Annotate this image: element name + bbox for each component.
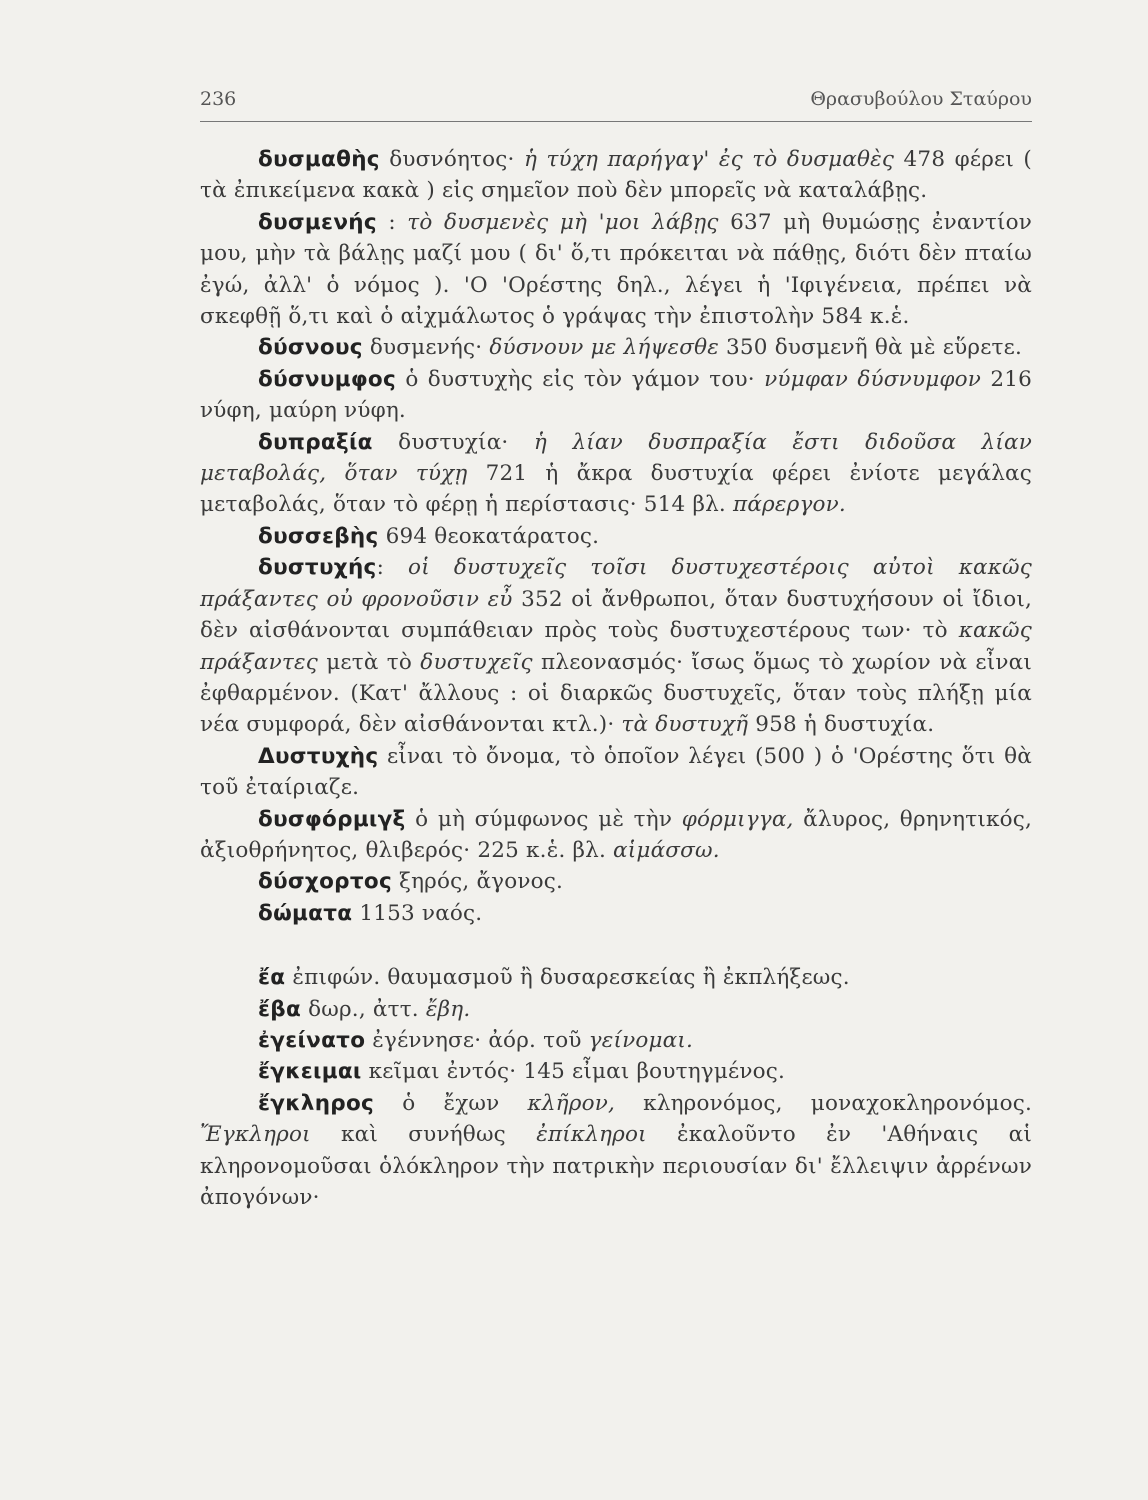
entry-text: κληρονόμος, μοναχοκληρονόμος. (615, 1090, 1032, 1116)
glossary-entry (200, 866, 1032, 897)
entry-quote: κακῶς πράξαντες (200, 618, 1032, 675)
entry-quote: ἡ τύχη παρήγαγ' ἐς τὸ δυσμαθὲς (523, 147, 895, 172)
entry-headword: δύσνους (258, 335, 363, 361)
entry-text: 958 ἡ δυστυχία. (748, 712, 935, 738)
entry-text: ὁ ἔχων (374, 1090, 528, 1116)
entry-text: 637 μὴ θυμώσῃς ἐναντίον μου, μὴν τὰ βάλῃς μαζί μου ( δι' ὅ,τι πρόκειται νὰ πάθῃς, διότι δὲν πταίω ἐγώ, ἀλλ' ὁ νόμος ). 'Ο 'Ορέστης δηλ., λέγει ἡ 'Ιφιγένεια, πρέπει νὰ σκεφθῇ ὅ,τι καὶ ὁ αἰχμάλωτος ὁ γράψας τὴν ἐπιστολὴν 584 κ.ἑ. (200, 209, 1032, 330)
entry-text: δυστυχία· (372, 429, 534, 455)
entry-text: μετὰ τὸ (318, 649, 421, 675)
entry-headword: ἔγκειμαι (258, 1059, 362, 1085)
entry-text: 352 οἱ ἄνθρωποι, ὅταν δυστυχήσουν οἱ ἴδιοι, δὲν αἰσθάνονται συμπάθειαν πρὸς τοὺς δυστυχεστέρους των· τὸ (200, 586, 1033, 644)
entry-text: 1153 ναός. (352, 900, 483, 926)
glossary-entry (200, 521, 1032, 552)
running-title: Θρασυβούλου Σταύρου (810, 88, 1032, 110)
entry-quote: ἡ λίαν δυσπραξία ἔστι διδοῦσα λίαν μεταβολάς, ὅταν τύχῃ (200, 429, 1032, 487)
glossary-entry (200, 364, 1032, 427)
entry-headword: δύσχορτος (258, 869, 392, 895)
entry-text: δωρ., ἀττ. (301, 996, 426, 1022)
glossary-entry (200, 994, 1032, 1025)
entry-text: 478 φέρει ( τὰ ἐπικείμενα κακὰ ) εἰς σημεῖον ποὺ δὲν μπορεῖς νὰ καταλάβῃς. (200, 147, 1032, 204)
entry-quote: κλῆρον, (527, 1090, 616, 1116)
entry-text: ὁ μὴ σύμφωνος μὲ τὴν (405, 806, 682, 832)
entry-text: ξηρός, ἄγονος. (392, 869, 564, 895)
glossary-entry (200, 962, 1032, 993)
entry-quote: πάρεργον. (733, 492, 846, 518)
entry-text: πλεονασμός· ἴσως ὅμως τὸ χωρίον νὰ εἶναι ἐφθαρμένον. (Κατ' ἄλλους : οἱ διαρκῶς δυστυχεῖς, ὅταν τοὺς πλήξῃ μία νέα συμφορά, δὲν αἰσθάνονται κτλ.)· (200, 649, 1033, 738)
page-number: 236 (200, 88, 237, 110)
glossary-entry (200, 741, 1032, 804)
entry-quote: δύσνουν με λήψεσθε (489, 335, 720, 361)
glossary-entry (200, 552, 1032, 740)
entry-text: δυσνόητος· (379, 147, 524, 172)
glossary-entry (200, 332, 1032, 363)
glossary-content (200, 144, 1032, 1213)
glossary-entry (200, 1025, 1032, 1056)
entry-headword: δώματα (258, 900, 353, 926)
glossary-entry (200, 144, 1032, 207)
entry-text: κεῖμαι ἐντός· 145 εἶμαι βουτηγμένος. (361, 1059, 786, 1085)
entry-headword: δυσφόρμιγξ (258, 806, 406, 832)
entry-quote: τὸ δυσμενὲς μὴ 'μοι λάβῃς (407, 209, 719, 235)
entry-headword: δυσσεβὴς (258, 523, 379, 549)
entry-headword: ἐγείνατο (258, 1027, 366, 1053)
glossary-entry (200, 427, 1032, 521)
entry-text: ἐπιφών. θαυμασμοῦ ἢ δυσαρεσκείας ἢ ἐκπλήξεως. (285, 965, 850, 991)
entry-text: 216 νύφη, μαύρη νύφη. (200, 366, 1032, 424)
entry-quote: φόρμιγγα, (681, 806, 794, 832)
entry-text: 350 δυσμενῆ θὰ μὲ εὕρετε. (719, 335, 1023, 361)
entry-quote: αἱμάσσω. (613, 837, 720, 863)
section-gap (200, 929, 1032, 962)
entry-text: 721 ἡ ἄκρα δυστυχία φέρει ἐνίοτε μεγάλας μεταβολάς, ὅταν τὸ φέρῃ ἡ περίστασις· 514 βλ. (200, 461, 1032, 518)
entry-text: ὁ δυστυχὴς εἰς τὸν γάμον του· (396, 366, 765, 392)
entry-headword: ἔα (258, 965, 286, 991)
entry-text: : (376, 555, 409, 581)
entry-text: 694 θεοκατάρατος. (378, 523, 600, 549)
entry-text: καὶ συνήθως (310, 1122, 537, 1148)
glossary-entry (200, 1088, 1032, 1214)
entry-headword: δύσνυμφος (258, 366, 397, 392)
entry-text: ἄλυρος, θρηνητικός, ἀξιοθρήνητος, θλιβερός· 225 κ.ἑ. βλ. (200, 806, 1033, 863)
entry-text: : (376, 209, 408, 235)
entry-quote: Ἔγκληροι (200, 1122, 311, 1148)
page-header (200, 88, 1032, 118)
entry-text: ἐκαλοῦντο ἐν 'Αθήναις αἱ κληρονομοῦσαι ὁλόκληρον τὴν πατρικὴν περιουσίαν δι' ἔλλειψιν ἀρρένων ἀπογόνων· (200, 1122, 1032, 1210)
entry-quote: τὰ δυστυχῆ (621, 712, 749, 738)
entry-headword: ἔβα (258, 996, 302, 1022)
entry-text: δυσμενής· (362, 335, 490, 361)
entry-quote: ἐπίκληροι (536, 1122, 647, 1148)
entry-headword: Δυστυχὴς (258, 743, 379, 769)
entry-quote: νύμφαν δύσνυμφον (764, 366, 982, 392)
glossary-entry (200, 1056, 1032, 1087)
entry-quote: οἱ δυστυχεῖς τοῖσι δυστυχεστέροις αὐτοὶ κακῶς πράξαντες οὐ φρονοῦσιν εὖ (200, 555, 1032, 612)
entry-quote: γείνομαι. (588, 1027, 694, 1053)
entry-quote: δυστυχεῖς (420, 649, 533, 675)
entry-text: εἶναι τὸ ὄνομα, τὸ ὁποῖον λέγει (500 ) ὁ 'Ορέστης ὅτι θὰ τοῦ ἐταίριαζε. (200, 743, 1032, 801)
entry-headword: δυστυχής (258, 555, 377, 581)
header-rule (200, 121, 1032, 122)
entry-quote: ἔβη. (425, 996, 471, 1022)
entry-headword: δυπραξία (258, 429, 373, 455)
glossary-entry (200, 898, 1032, 929)
entry-headword: ἔγκληρος (258, 1090, 375, 1116)
entry-headword: δυσμαθὴς (258, 147, 380, 172)
glossary-entry (200, 207, 1032, 333)
entry-headword: δυσμενής (258, 209, 377, 235)
glossary-entry (200, 804, 1032, 867)
entry-text: ἐγέννησε· ἀόρ. τοῦ (365, 1027, 589, 1053)
